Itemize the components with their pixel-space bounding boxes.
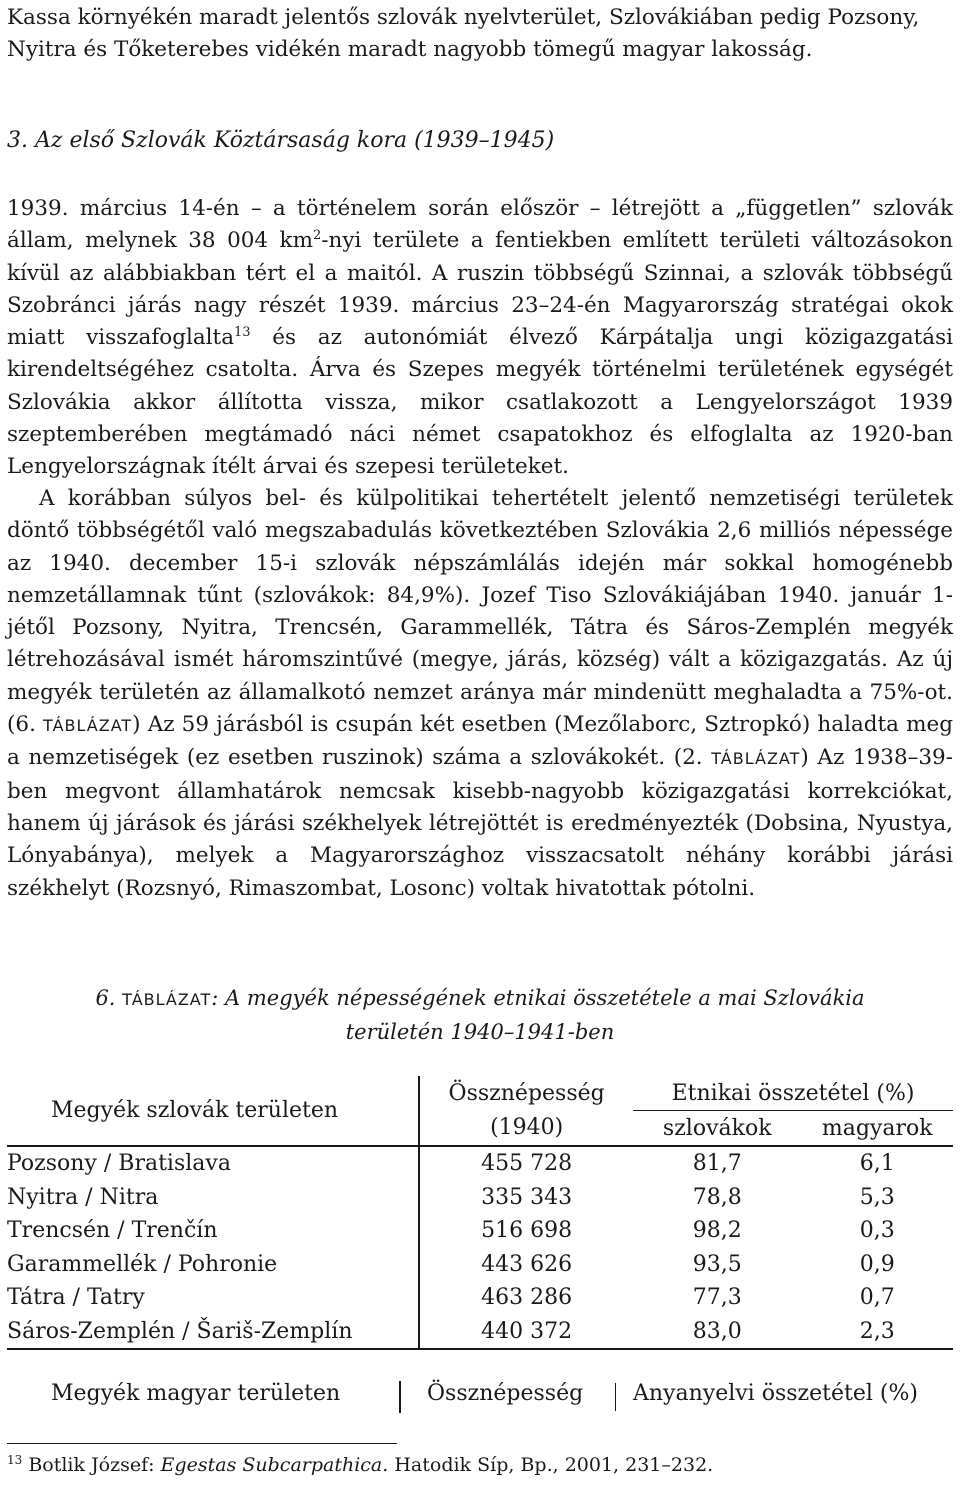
header-county: Megyék szlovák területen	[7, 1076, 419, 1146]
cell-hungarians: 0,3	[859, 1218, 895, 1244]
cell-county: Sáros-Zemplén / Šariš-Zemplín	[7, 1315, 419, 1350]
header-hungarian-counties: Megyék magyar területen	[51, 1381, 341, 1406]
cell-population: 463 286	[419, 1281, 633, 1315]
caption-number: 6.	[95, 986, 123, 1010]
table-row	[7, 1248, 953, 1282]
table-row	[7, 1281, 953, 1315]
paragraph-slovakia	[7, 483, 953, 905]
footnote-separator	[7, 1443, 397, 1444]
paragraph-slovakia-part-c: ) Az 1938–39-ben megvont államhatárok nemcsak kisebb-nagyobb közigazgatási korrekciókat, hanem új járások és járási székhelyek létrejöttét is eredményezték (Dobsina, Nyustya, Lónyabánya), melyek a Magyarországhoz visszacsatolt néhány korábbi járási székhelyt (Rozsnyó, Rimaszombat, Losonc) voltak hivatottak pótolni.	[7, 745, 953, 901]
paragraph-slovakia-part-a: A korábban súlyos bel- és külpolitikai tehertételt jelentő nemzetiségi területek döntő többségétől való megszabadulás következtében Szlovákia 2,6 milliós népessége az 1940. december 15-i szlovák népszámlálás idején már sokkal homogénebb nemzetállamnak tűnt (szlovákok: 84,9%). Jozef Tiso Szlovákiájában 1940. január 1-jétől Pozsony, Nyitra, Trencsén, Garammellék, Tátra és Sáros-Zemplén megyék létrehozásával ismét háromszintűvé (megye, járás, község) vált a közigazgatás. Az új megyék területén az államalkotó nemzet aránya már mindenütt meghaladta a 75%-ot. (6.	[7, 486, 953, 738]
cell-county: Tátra / Tatry	[7, 1285, 145, 1311]
cell-population: 443 626	[419, 1248, 633, 1282]
cell-population: 335 343	[419, 1181, 633, 1215]
cell-population: 440 372	[419, 1315, 633, 1350]
caption-label: TÁBLÁZAT	[122, 990, 212, 1009]
header-native-language: Anyanyelvi összetétel (%)	[633, 1381, 918, 1406]
header-ethnic-composition: Etnikai összetétel (%)	[671, 1080, 915, 1106]
table-row	[7, 1146, 953, 1181]
header-hungarians: magyarok	[801, 1111, 953, 1147]
footnote-rest: Hatodik Síp, Bp., 2001, 231–232.	[388, 1454, 714, 1476]
cell-hungarians: 2,3	[801, 1315, 953, 1350]
superscript-2: 2	[312, 228, 322, 244]
footnote-title: Egestas Subcarpathica.	[160, 1454, 389, 1476]
cell-slovaks: 78,8	[692, 1184, 742, 1210]
cell-county: Nyitra / Nitra	[7, 1184, 159, 1210]
cell-county: Garammellék / Pohronie	[7, 1251, 278, 1277]
cell-county: Pozsony / Bratislava	[7, 1151, 231, 1177]
header-hungarian-population: Össznépesség	[427, 1381, 584, 1406]
cell-hungarians: 0,9	[859, 1251, 895, 1277]
ethnic-composition-table	[7, 1076, 953, 1350]
paragraph-1939	[7, 193, 953, 484]
column-divider	[399, 1381, 401, 1413]
cell-hungarians: 0,7	[859, 1285, 895, 1311]
section-heading: 3. Az első Szlovák Köztársaság kora (1939–1945)	[7, 128, 555, 153]
table-row	[7, 1214, 953, 1248]
cell-hungarians: 5,3	[859, 1184, 895, 1210]
footnote-number: 13	[7, 1453, 23, 1467]
intro-line-2: Nyitra és Tőketerebes vidékén maradt nagyobb tömegű magyar lakosság.	[7, 37, 813, 63]
table-header-row-1	[7, 1076, 953, 1111]
footnote-author: Botlik József:	[22, 1454, 161, 1476]
cell-slovaks: 98,2	[692, 1218, 742, 1244]
column-divider	[615, 1383, 616, 1411]
paragraph-1939-part-a: 1939. március 14-én – a történelem során először – létrejött a „független” szlovák állam, melynek 38 004 km	[7, 196, 953, 254]
header-population-year: (1940)	[419, 1111, 633, 1147]
footnote	[7, 1451, 713, 1479]
table-caption	[0, 982, 960, 1049]
caption-line-1: : A megyék népességének etnikai összetétele a mai Szlovákia	[211, 986, 865, 1010]
paragraph-1939-part-c: és az autonómiát élvező Kárpátalja ungi közigazgatási kirendeltségéhez csatolta. Árva és Szepes megyék történelmi területének egységét Szlovákia akkor állította vissza, mikor csatlakozott a Lengyelországot 1939 szeptemberében megtámadó náci német csapatokhoz és elfoglalta az 1920-ban Lengyelországnak ítélt árvai és szepesi területeket.	[7, 325, 954, 480]
cell-population: 455 728	[419, 1146, 633, 1181]
cell-slovaks: 83,0	[633, 1315, 801, 1350]
cell-slovaks: 93,5	[692, 1251, 742, 1277]
table-row	[7, 1181, 953, 1215]
header-population: Össznépesség	[419, 1076, 633, 1111]
caption-line-2: területén 1940–1941-ben	[345, 1020, 615, 1044]
cell-population: 516 698	[419, 1214, 633, 1248]
cell-county: Trencsén / Trenčín	[7, 1218, 218, 1244]
table-ref-2: TÁBLÁZAT	[711, 749, 801, 769]
paragraph-1939-part-b: -nyi területe a fentiekben említett területi változásokon kívül az alábbiakban tért el a maitól. A ruszin többségű Szinnai, a szlovák többségű Szobránci járás nagy részét 1939. március 23–24-én Magyarország stratégai okok miatt visszafoglalta	[7, 228, 954, 351]
intro-paragraph	[7, 2, 953, 67]
footnote-ref-13: 13	[234, 325, 251, 341]
cell-slovaks: 81,7	[692, 1151, 742, 1177]
intro-line-1: Kassa környékén maradt jelentős szlovák nyelvterület, Szlovákiában pedig Pozsony,	[7, 5, 920, 30]
cell-hungarians: 6,1	[859, 1151, 895, 1177]
header-slovaks: szlovákok	[633, 1111, 801, 1147]
cell-slovaks: 77,3	[692, 1285, 742, 1311]
table-row	[7, 1315, 953, 1350]
table-ref-6: TÁBLÁZAT	[43, 716, 133, 736]
hungarian-areas-header	[7, 1377, 953, 1417]
paragraph-slovakia-part-b: ) Az 59 járásból is csupán két esetben (Mezőlaborc, Sztropkó) haladta meg a nemzetiségek (ez esetben ruszinok) száma a szlovákokét. (2.	[7, 712, 953, 771]
